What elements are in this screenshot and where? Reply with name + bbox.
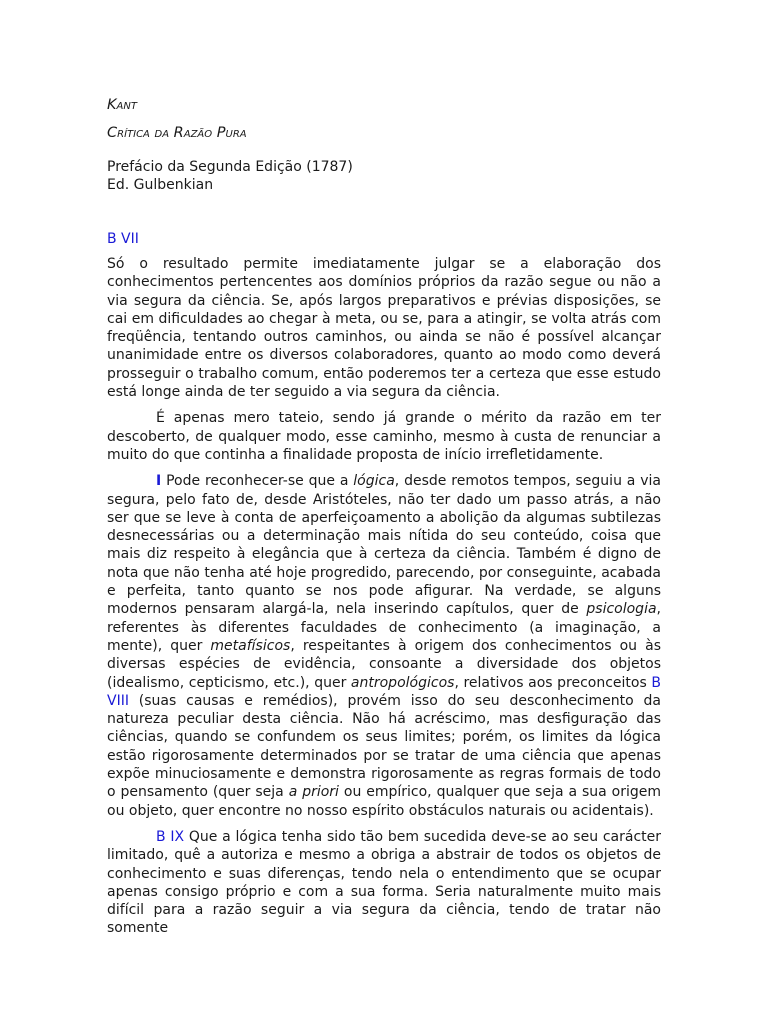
paragraph-3: [107, 472, 661, 820]
paragraph-1: Só o resultado permite imediatamente julgar se a elaboração dos conhecimentos pertencentes aos domínios próprios da razão segue ou não a via segura da ciência. Se, após largos preparativos e prévias disposições, se cai em dificuldades ao chegar à meta, ou se, para a atingir, se volta atrás com freqüência, tentando outros caminhos, ou ainda se não é possível alcançar unanimidade entre os diversos colaboradores, quanto ao modo como deverá prosseguir o trabalho comum, então poderemos ter a certeza que esse estudo está longe ainda de ter seguido a via segura da ciência.: [107, 256, 661, 401]
paragraph-4: [107, 828, 661, 938]
paragraph-3-text-d: , respeitantes à origem dos conhecimentos ou às diversas espécies de evidência, consoante a diversidade dos objetos (idealismo, cepticismo, etc.), quer: [107, 637, 662, 691]
term-antropologicos: antropológicos: [350, 674, 455, 691]
preface-line: Prefácio da Segunda Edição (1787): [107, 159, 353, 175]
body-text: [107, 255, 661, 938]
term-metafisicos: metafísicos: [210, 637, 291, 654]
author-name: Kant: [107, 97, 137, 113]
section-marker-b-ix: B IX: [156, 828, 185, 845]
paragraph-3-text-c: , referentes às diferentes faculdades de conhecimento (a imaginação, a mente), quer: [107, 601, 661, 654]
paragraph-2: É apenas mero tateio, sendo já grande o mérito da razão em ter descoberto, de qualquer modo, esse caminho, mesmo à custa de renunciar a muito do que continha a finalidade proposta de início irrefletidamente.: [107, 410, 661, 463]
term-psicologia: psicologia: [586, 601, 657, 618]
section-marker-b-vii: B VII: [107, 231, 139, 247]
edition-line: Ed. Gulbenkian: [107, 177, 214, 193]
section-marker-b-viii: B VIII: [107, 674, 661, 709]
paragraph-3-text-a: Pode reconhecer-se que a: [161, 473, 354, 490]
paragraph-3-text-e: , relativos aos preconceitos: [454, 674, 652, 691]
margin-marker-i: I: [156, 473, 162, 490]
document-meta: [107, 158, 661, 194]
paragraph-3-text-g: ou empírico, qualquer que seja a sua origem ou objeto, quer encontre no nosso espírito obstáculos naturais ou acidentais).: [107, 784, 661, 819]
paragraph-3-text-b: , desde remotos tempos, seguiu a via segura, pelo fato de, desde Aristóteles, não ter dado um passo atrás, a não ser que se leve à conta de aperfeiçoamento a abolição da algumas subtilezas desnecessárias ou a determinação mais nítida do seu conteúdo, coisa que mais diz respeito à elegância que à certeza da ciência. Também é digno de nota que não tenha até hoje progredido, parecendo, por conseguinte, acabada e perfeita, tanto quanto se nos pode afigurar. Na verdade, se alguns modernos pensaram alargá-la, nela inserindo capítulos, quer de: [107, 473, 661, 618]
term-logica: lógica: [353, 473, 395, 490]
work-title: Crítica da Razão Pura: [107, 125, 247, 141]
paragraph-3-text-f: (suas causas e remédios), provém isso do seu desconhecimento da natureza peculiar desta ciência. Não há acréscimo, mas desfiguração das ciências, quando se confundem os seus limites; porém, os limites da lógica estão rigorosamente determinados por se tratar de uma ciência que apenas expõe minuciosamente e demonstra rigorosamente as regras formais de todo o pensamento (quer seja: [107, 692, 661, 801]
paragraph-4-text: Que a lógica tenha sido tão bem sucedida deve-se ao seu carácter limitado, quê a autoriza e mesmo a obriga a abstrair de todos os objetos de conhecimento e suas diferenças, tendo nela o entendimento que se ocupar apenas consigo próprio e com a sua forma. Seria naturalmente muito mais difícil para a razão seguir a via segura da ciência, tendo de tratar não somente: [107, 828, 662, 937]
term-a-priori: a priori: [288, 784, 339, 801]
